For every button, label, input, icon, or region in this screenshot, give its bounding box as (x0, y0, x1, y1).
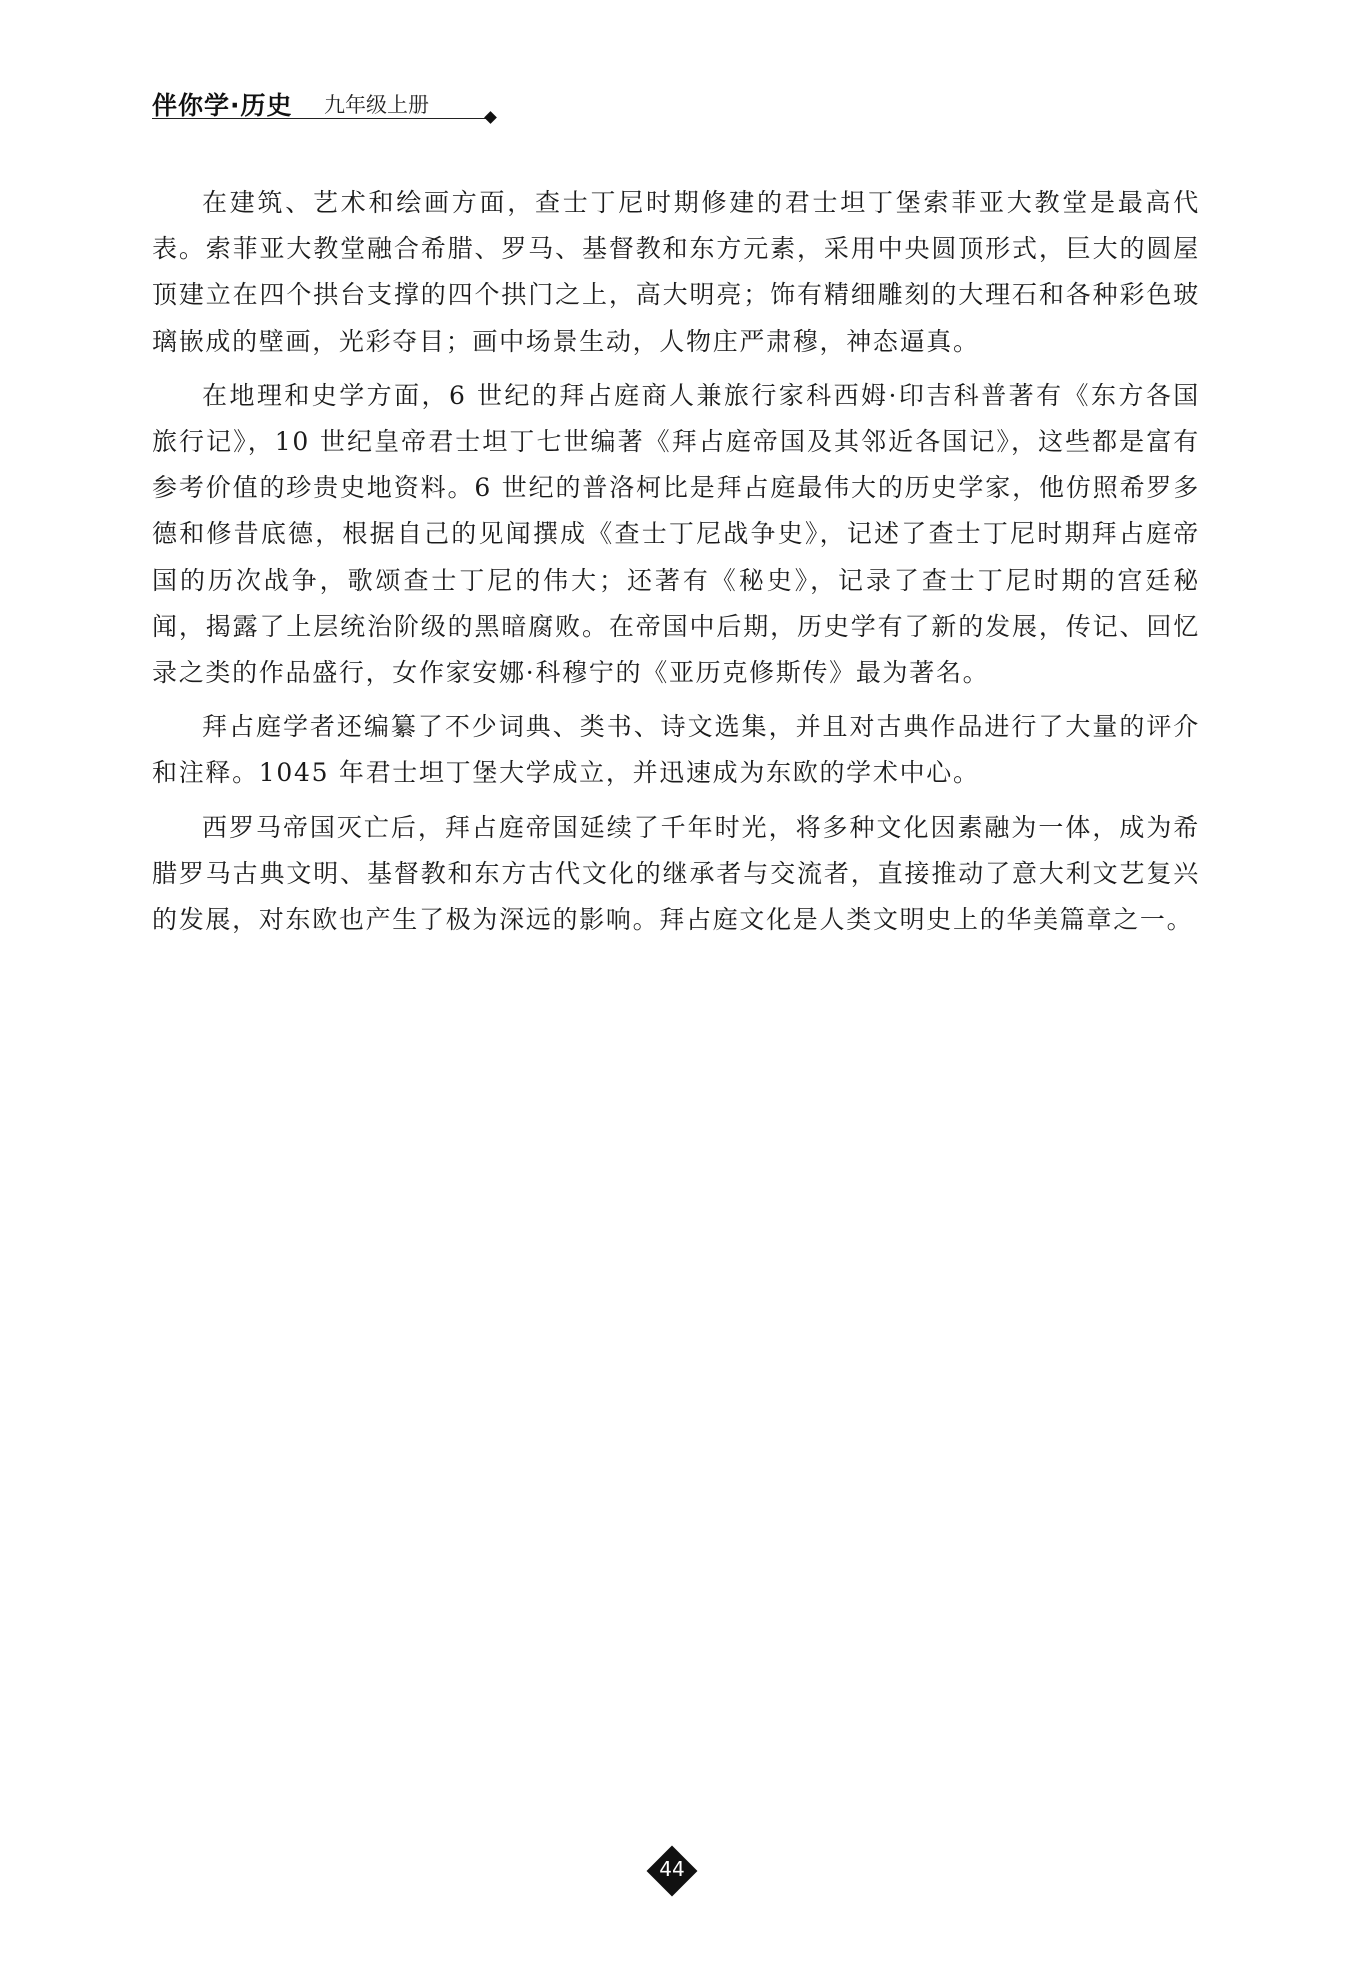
header-rule (152, 118, 492, 119)
page-number (647, 1846, 697, 1896)
paragraph-legacy: 西罗马帝国灭亡后，拜占庭帝国延续了千年时光，将多种文化因素融为一体，成为希腊罗马古典文明、基督教和东方古代文化的继承者与交流者，直接推动了意大利文艺复兴的发展，对东欧也产生了极为深远的影响。拜占庭文化是人类文明史上的华美篇章之一。 (152, 812, 1200, 935)
page-number-label: 44 (659, 1857, 685, 1881)
paragraph-scholarship: 拜占庭学者还编纂了不少词典、类书、诗文选集，并且对古典作品进行了大量的评介和注释。1045 年君士坦丁堡大学成立，并迅速成为东欧的学术中心。 (152, 712, 1200, 788)
main-text (152, 180, 1200, 951)
paragraph-geography-history: 在地理和史学方面，6 世纪的拜占庭商人兼旅行家科西姆·印吉科普著有《东方各国旅行记》，10 世纪皇帝君士坦丁七世编著《拜占庭帝国及其邻近各国记》，这些都是富有参考价值的珍贵史地资料。6 世纪的普洛柯比是拜占庭最伟大的历史学家，他仿照希罗多德和修昔底德，根据自己的见闻撰成《查士丁尼战争史》，记述了查士丁尼时期拜占庭帝国的历次战争，歌颂查士丁尼的伟大；还著有《秘史》，记录了查士丁尼时期的宫廷秘闻，揭露了上层统治阶级的黑暗腐败。在帝国中后期，历史学有了新的发展，传记、回忆录之类的作品盛行，女作家安娜·科穆宁的《亚历克修斯传》最为著名。 (152, 380, 1200, 688)
book-series-title: 伴你学·历史 (152, 91, 293, 120)
grade-label: 九年级上册 (324, 93, 429, 117)
diamond-icon (484, 111, 497, 124)
page-header (152, 86, 502, 122)
paragraph-architecture: 在建筑、艺术和绘画方面，查士丁尼时期修建的君士坦丁堡索菲亚大教堂是最高代表。索菲亚大教堂融合希腊、罗马、基督教和东方元素，采用中央圆顶形式，巨大的圆屋顶建立在四个拱台支撑的四个拱门之上，高大明亮；饰有精细雕刻的大理石和各种彩色玻璃嵌成的壁画，光彩夺目；画中场景生动，人物庄严肃穆，神态逼真。 (152, 188, 1200, 356)
